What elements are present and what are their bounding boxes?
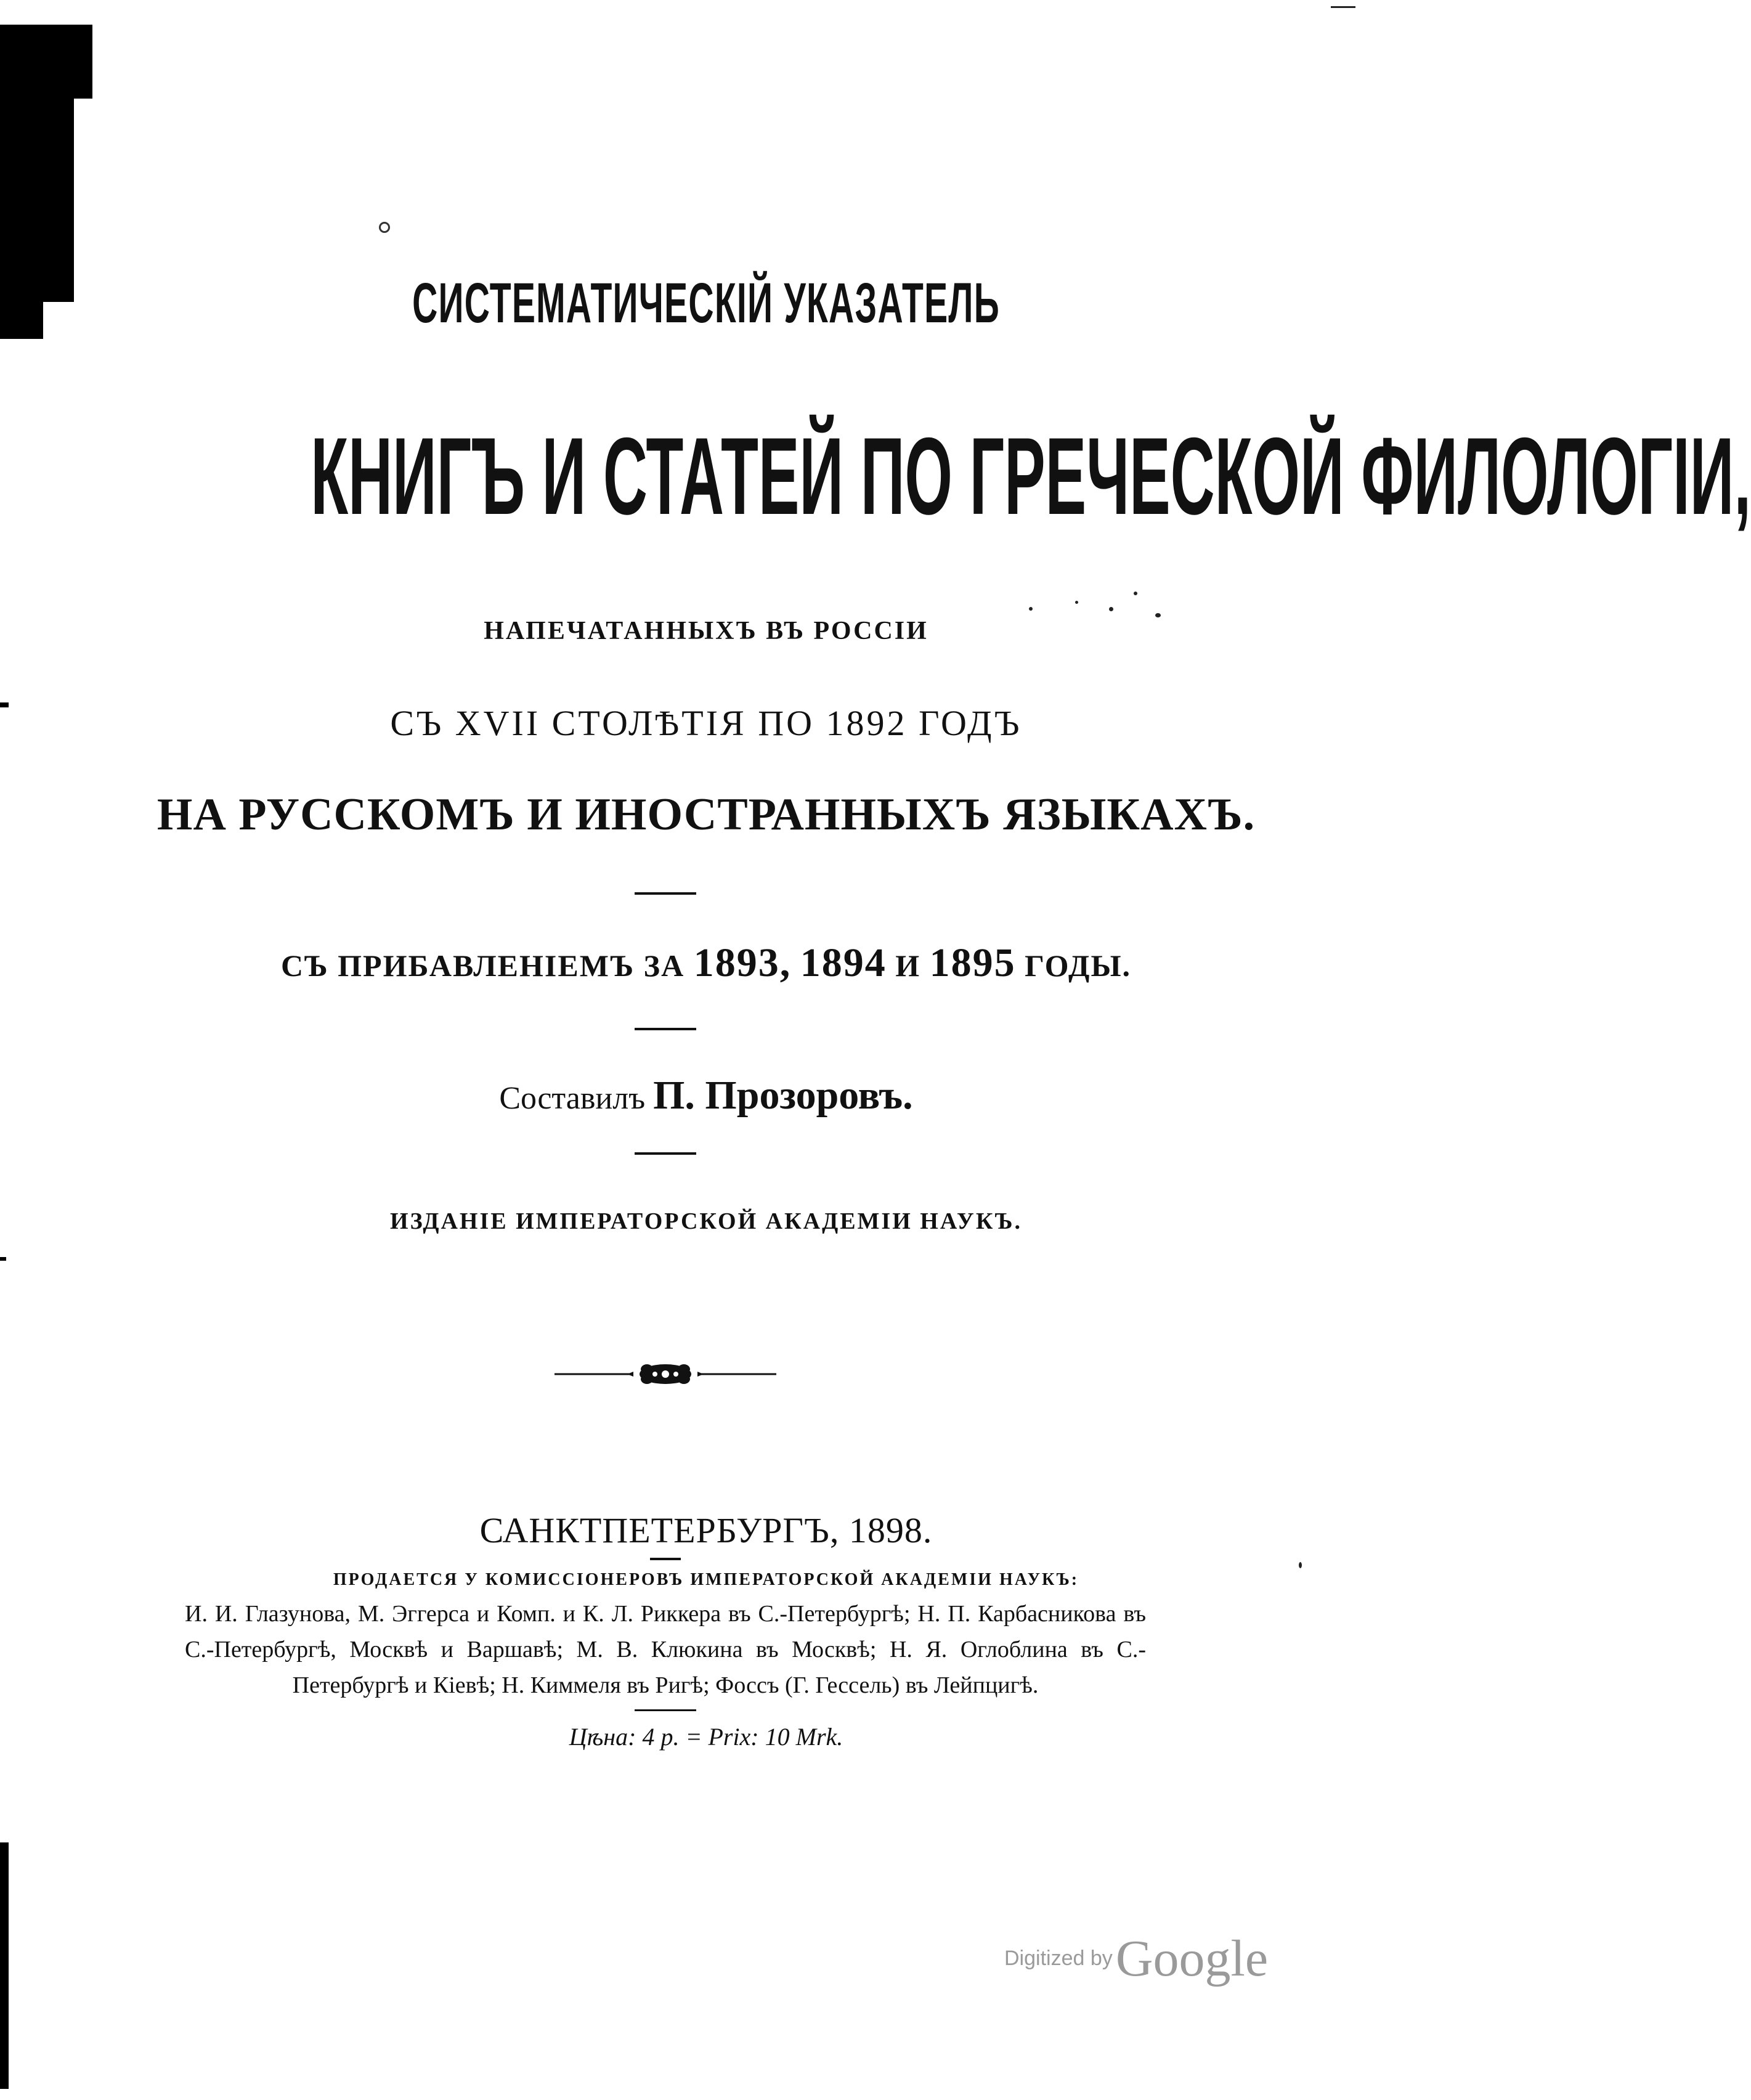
imprint-city-year: САНКТПЕТЕРБУРГЪ, 1898. — [479, 1510, 933, 1550]
title-line-1: СИСТЕМАТИЧЕСКІЙ УКАЗАТЕЛЬ — [412, 272, 1000, 335]
scan-speck — [379, 222, 390, 233]
title-line-5: НА РУССКОМЪ И ИНОСТРАННЫХЪ ЯЗЫКАХЪ. — [156, 789, 1256, 840]
scan-speck — [1075, 601, 1078, 604]
compiler-line — [0, 1072, 1412, 1119]
scan-speck — [1029, 607, 1033, 611]
supplement-and: И — [895, 948, 921, 983]
supplement-prefix: СЪ ПРИБАВЛЕНІЕМЪ ЗА — [280, 948, 685, 983]
supplement-year-1: 1893, — [693, 940, 792, 985]
scan-speck — [1134, 592, 1137, 595]
edition-line: ИЗДАНІЕ ИМПЕРАТОРСКОЙ АКАДЕМІИ НАУКЪ. — [390, 1208, 1022, 1234]
imprint-price: Цѣна: 4 р. = Prix: 10 Mrk. — [569, 1723, 843, 1751]
divider-rule — [650, 1558, 681, 1560]
divider-rule — [635, 1709, 696, 1711]
scan-speck — [1155, 613, 1161, 617]
scan-binding-edge — [0, 25, 86, 2058]
scan-speck — [1331, 6, 1355, 8]
watermark-brand: Google — [1115, 1930, 1269, 1987]
supplement-line — [0, 940, 1412, 987]
divider-rule — [635, 892, 696, 895]
scan-speck — [1299, 1562, 1302, 1568]
scan-speck — [1109, 607, 1113, 611]
title-line-3: НАПЕЧАТАННЫХЪ ВЪ РОССІИ — [484, 617, 928, 645]
compiler-name: П. Прозоровъ. — [653, 1073, 913, 1118]
title-main: КНИГЪ И СТАТЕЙ ПО ГРЕЧЕСКОЙ ФИЛОЛОГІИ, — [311, 415, 1751, 537]
supplement-suffix: ГОДЫ. — [1025, 948, 1132, 983]
ornament-divider — [555, 1356, 776, 1393]
watermark-digitized-by: Digitized by — [1004, 1947, 1113, 1970]
divider-rule — [635, 1152, 696, 1155]
divider-rule — [635, 1028, 696, 1030]
compiler-label: Составилъ — [499, 1081, 646, 1116]
supplement-year-3: 1895 — [929, 940, 1016, 985]
supplement-year-2: 1894 — [800, 940, 887, 985]
imprint-agents: И. И. Глазунова, М. Эггерса и Комп. и К. Л. Риккера въ С.-Петербургѣ; Н. П. Карбасникова въ С.-Петербургѣ, Москвѣ и Варшавѣ; М. В. Клюкина въ Москвѣ; Н. Я. Оглоблина въ С.-Петербургѣ и Кіевѣ; Н. Киммеля въ Ригѣ; Фоссъ (Г. Гессель) въ Лейпцигѣ. — [185, 1601, 1146, 1698]
google-watermark — [1004, 1929, 1268, 1988]
imprint-sale-note: ПРОДАЕТСЯ У КОМИССІОНЕРОВЪ ИМПЕРАТОРСКОЙ АКАДЕМІИ НАУКЪ: — [333, 1570, 1079, 1589]
title-line-4: СЪ XVII СТОЛѢТІЯ ПО 1892 ГОДЪ — [390, 703, 1022, 743]
